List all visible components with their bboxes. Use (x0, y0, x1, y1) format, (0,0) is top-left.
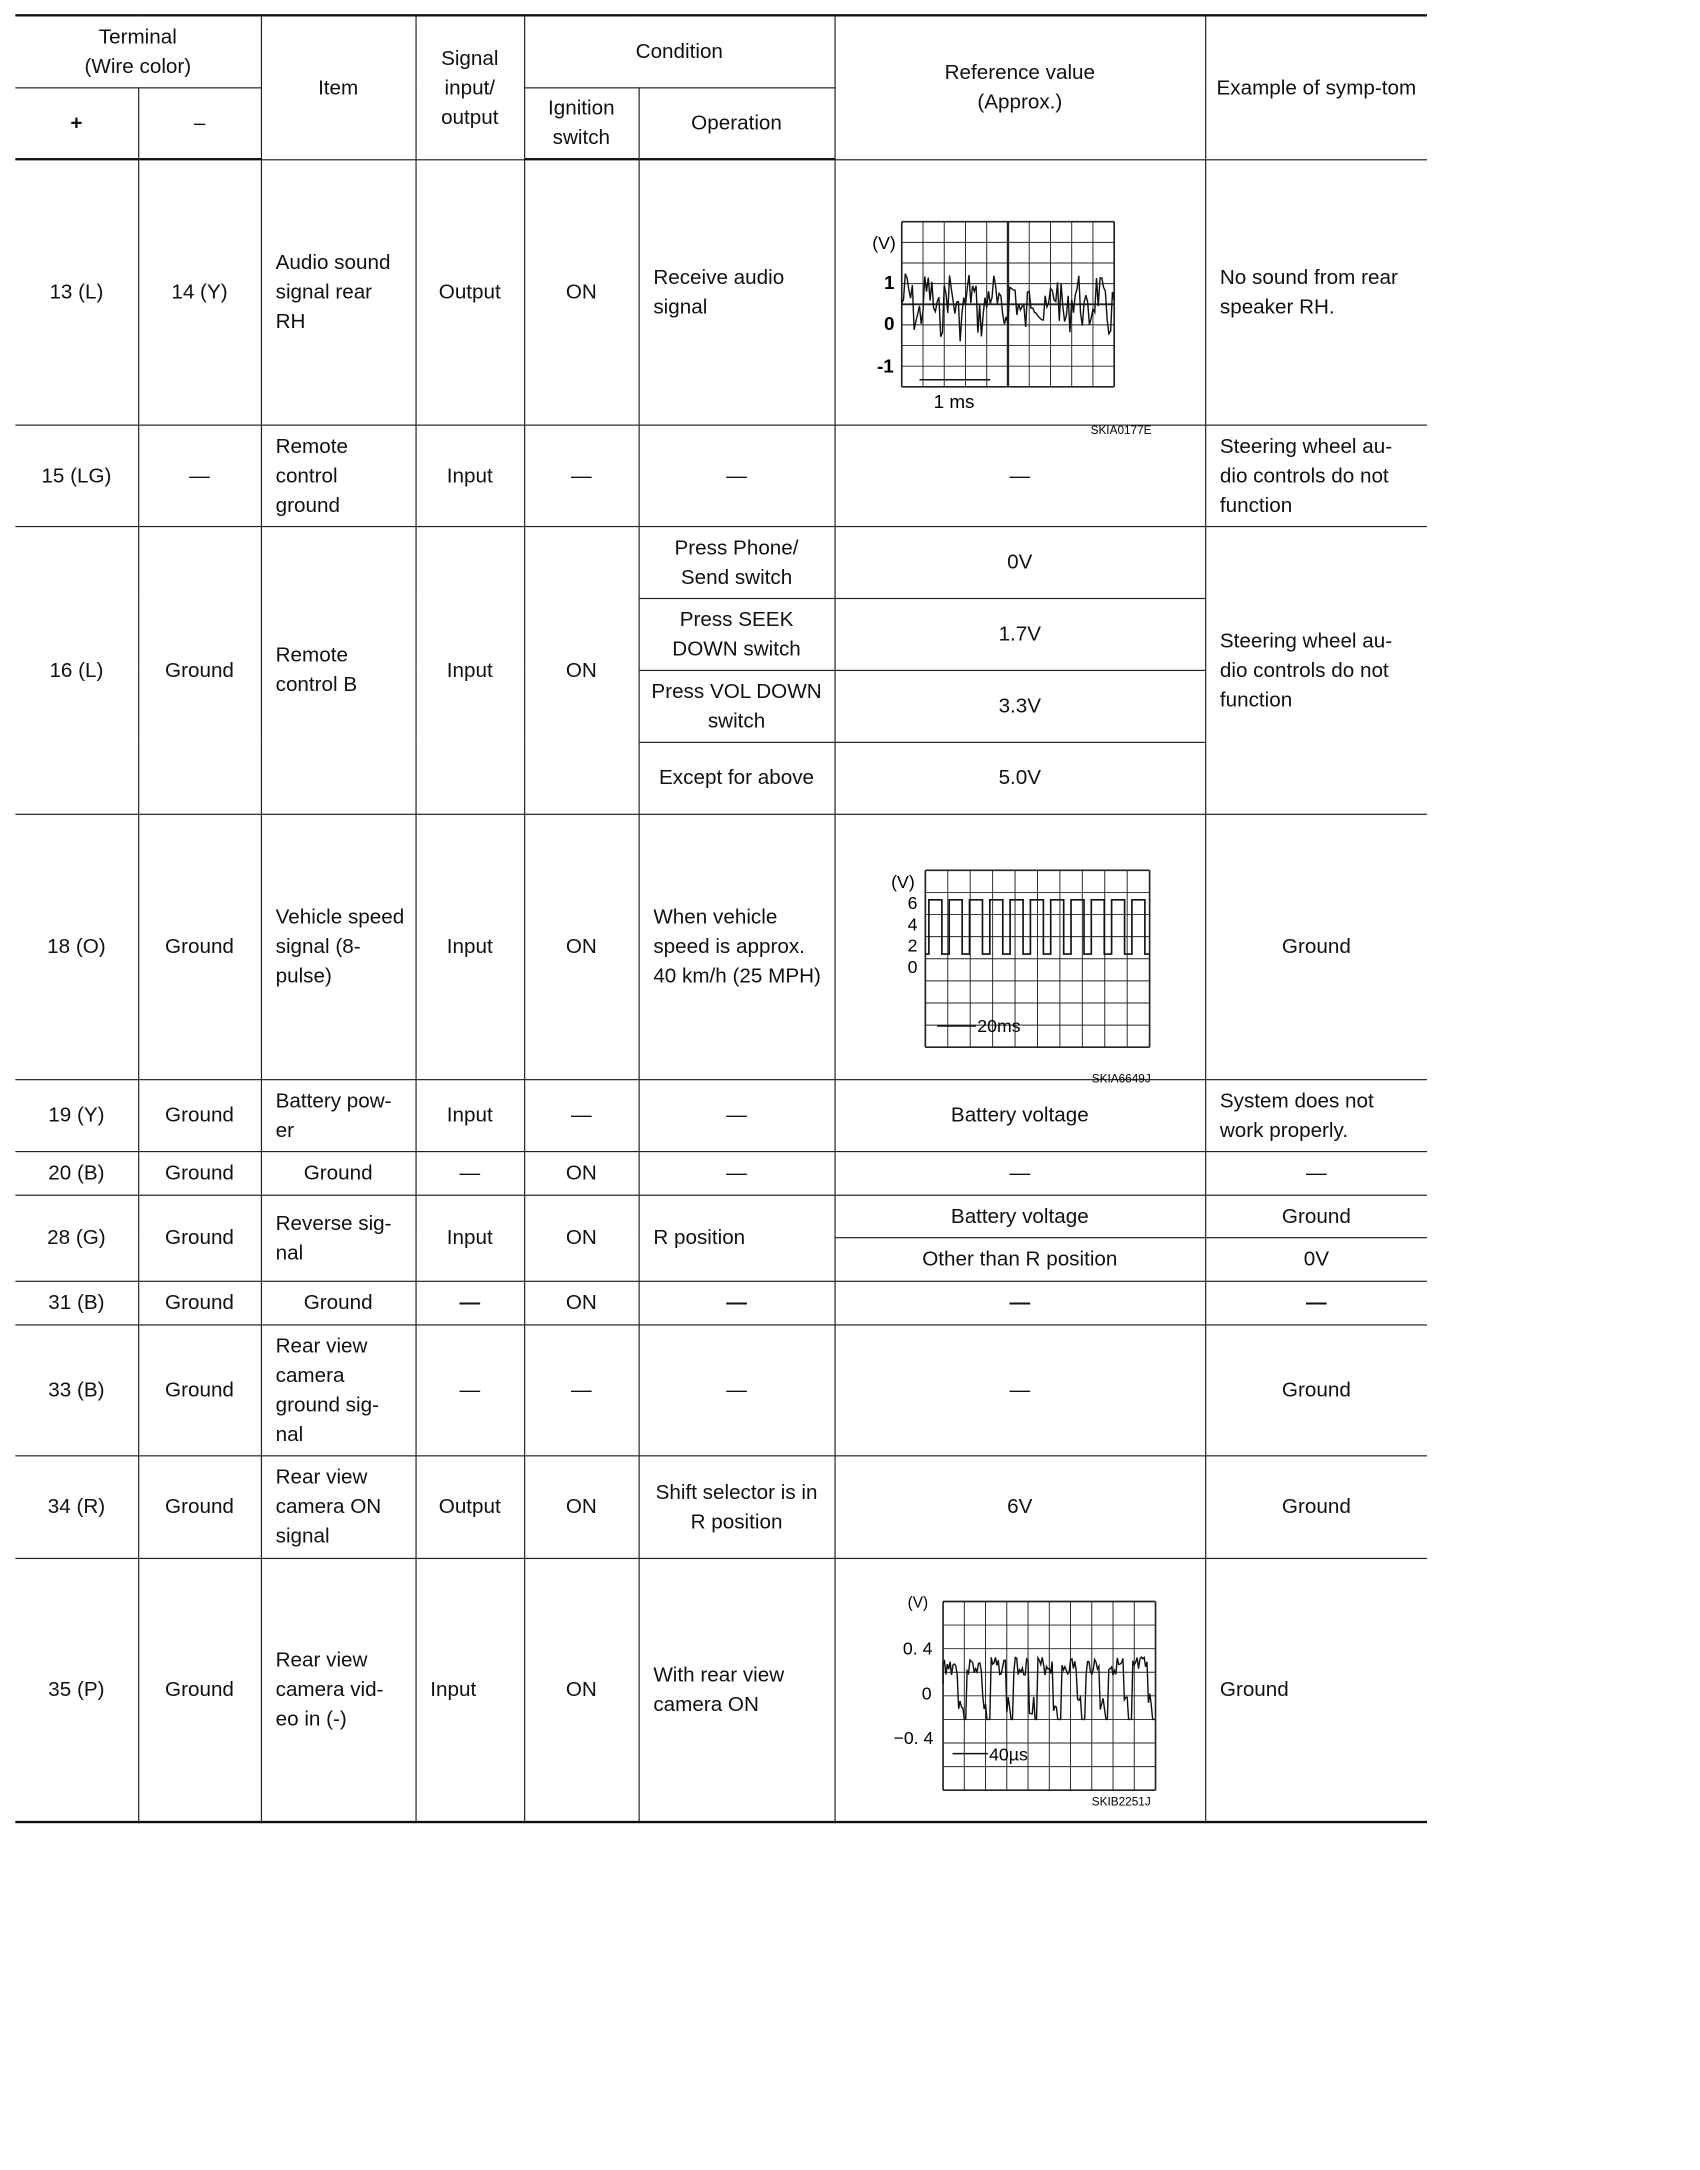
symptom-cell: Ground (1205, 1195, 1427, 1237)
reference-cell: Other than R position (835, 1237, 1206, 1281)
operation-header: Operation (639, 87, 835, 159)
ignition-cell: ON (524, 159, 638, 424)
operation-cell: Except for above (639, 742, 835, 814)
symptom-cell: System does not work properly. (1205, 1079, 1427, 1151)
signal-reference-table (15, 14, 1427, 1823)
operation-cell: Shift selector is in R position (639, 1455, 835, 1558)
reference-cell: — (835, 1151, 1206, 1195)
operation-cell: With rear view camera ON (639, 1558, 835, 1822)
operation-cell: — (639, 1324, 835, 1455)
operation-cell: — (639, 1079, 835, 1151)
scope-time-label: 20ms (977, 1015, 1021, 1036)
example-header: Example of symp-tom (1205, 15, 1427, 159)
ignition-cell: — (524, 1324, 638, 1455)
reference-cell: Battery voltage (835, 1079, 1206, 1151)
symptom-cell: Ground (1205, 814, 1427, 1079)
item-cell: Rear view camera ON signal (261, 1455, 416, 1558)
video-waveform (849, 1572, 1191, 1808)
minus-header: – (138, 87, 261, 159)
scope-y-label: 0. 4 (902, 1638, 933, 1659)
table-row (15, 526, 1427, 598)
symptom-cell: Ground (1205, 1324, 1427, 1455)
terminal-minus: Ground (138, 814, 261, 1079)
signal-cell: Input (415, 526, 524, 814)
reference-cell: 0V (835, 526, 1206, 598)
scope-y-label: 4 (907, 913, 918, 934)
scope-unit: (V) (872, 232, 896, 253)
reference-header: Reference value (Approx.) (835, 15, 1206, 159)
signal-cell: Input (415, 425, 524, 526)
scope-y-label: 0 (884, 312, 895, 334)
symptom-cell: Steering wheel au-dio controls do not function (1205, 425, 1427, 526)
signal-cell: — (415, 1281, 524, 1325)
speed-waveform (849, 840, 1191, 1086)
operation-cell: R position (639, 1195, 835, 1281)
audio-waveform-cell (835, 159, 1206, 437)
terminal-plus: 35 (P) (15, 1558, 138, 1822)
terminal-minus: — (138, 425, 261, 526)
terminal-minus: Ground (138, 1151, 261, 1195)
reference-cell: — (835, 1324, 1206, 1455)
signal-cell: Input (415, 1558, 524, 1822)
symptom-cell: 0V (1205, 1237, 1427, 1281)
table-row (15, 425, 1427, 526)
symptom-cell: Ground (1205, 1455, 1427, 1558)
signal-cell: — (415, 1324, 524, 1455)
signal-header: Signal input/ output (415, 15, 524, 159)
reference-cell: 5.0V (835, 742, 1206, 814)
scope-y-label: 1 (884, 271, 895, 293)
operation-cell: — (639, 1281, 835, 1325)
terminal-plus: 33 (B) (15, 1324, 138, 1455)
terminal-minus: Ground (138, 1281, 261, 1325)
item-cell: Audio sound signal rear RH (261, 159, 416, 424)
item-cell: Remote control B (261, 526, 416, 814)
scope-time-label: 40µs (989, 1744, 1028, 1765)
symptom-cell: Steering wheel au-dio controls do not function (1205, 526, 1427, 814)
reference-cell: 3.3V (835, 670, 1206, 742)
reference-cell: Battery voltage (835, 1195, 1206, 1237)
operation-cell: Press SEEK DOWN switch (639, 598, 835, 670)
item-cell: Battery pow-er (261, 1079, 416, 1151)
table-row (15, 1195, 1427, 1237)
reference-cell: — (835, 425, 1206, 526)
terminal-plus: 18 (O) (15, 814, 138, 1079)
scope-y-label: 0 (921, 1683, 932, 1704)
item-cell: Remote control ground (261, 425, 416, 526)
operation-cell: Receive audio signal (639, 159, 835, 424)
terminal-minus: Ground (138, 1079, 261, 1151)
terminal-plus: 16 (L) (15, 526, 138, 814)
scope-y-label: 0 (907, 956, 918, 977)
ignition-cell: ON (524, 526, 638, 814)
signal-cell: — (415, 1151, 524, 1195)
terminal-plus: 34 (R) (15, 1455, 138, 1558)
item-cell: Reverse sig-nal (261, 1195, 416, 1281)
signal-cell: Input (415, 1079, 524, 1151)
table-row (15, 159, 1427, 424)
ignition-cell: ON (524, 1151, 638, 1195)
condition-header: Condition (524, 15, 834, 87)
symptom-cell: — (1205, 1151, 1427, 1195)
terminal-minus: Ground (138, 1324, 261, 1455)
terminal-header: Terminal (Wire color) (15, 15, 261, 87)
signal-cell: Output (415, 1455, 524, 1558)
terminal-minus: 14 (Y) (138, 159, 261, 424)
terminal-plus: 31 (B) (15, 1281, 138, 1325)
symptom-cell: No sound from rear speaker RH. (1205, 159, 1427, 424)
plus-header: + (15, 87, 138, 159)
table-row (15, 1558, 1427, 1822)
terminal-minus: Ground (138, 1455, 261, 1558)
scope-y-label: -1 (876, 355, 894, 377)
symptom-cell: Ground (1205, 1558, 1427, 1822)
reference-cell: 6V (835, 1455, 1206, 1558)
item-header: Item (261, 15, 416, 159)
ignition-cell: ON (524, 1558, 638, 1822)
ignition-cell: ON (524, 1281, 638, 1325)
figure-code: SKIA0177E (1090, 423, 1152, 437)
terminal-minus: Ground (138, 1558, 261, 1822)
terminal-plus: 20 (B) (15, 1151, 138, 1195)
table-row (15, 1455, 1427, 1558)
scope-y-label: 2 (907, 935, 918, 956)
operation-cell: Press Phone/ Send switch (639, 526, 835, 598)
signal-cell: Input (415, 1195, 524, 1281)
speed-waveform-cell (835, 814, 1206, 1086)
scope-y-label: −0. 4 (893, 1727, 934, 1748)
scope-unit: (V) (891, 871, 915, 892)
audio-waveform (849, 186, 1191, 437)
scope-y-label: 6 (907, 892, 918, 913)
signal-cell: Output (415, 159, 524, 424)
item-cell: Ground (261, 1151, 416, 1195)
table-row (15, 1324, 1427, 1455)
terminal-plus: 19 (Y) (15, 1079, 138, 1151)
operation-cell: Press VOL DOWN switch (639, 670, 835, 742)
ignition-cell: ON (524, 814, 638, 1079)
figure-code: SKIB2251J (1091, 1795, 1151, 1809)
table-row (15, 814, 1427, 1079)
signal-cell: Input (415, 814, 524, 1079)
scope-unit: (V) (907, 1594, 929, 1612)
operation-cell: — (639, 1151, 835, 1195)
reference-cell: — (835, 1281, 1206, 1325)
terminal-plus: 13 (L) (15, 159, 138, 424)
table-row (15, 1151, 1427, 1195)
ignition-cell: ON (524, 1455, 638, 1558)
terminal-minus: Ground (138, 1195, 261, 1281)
terminal-plus: 28 (G) (15, 1195, 138, 1281)
item-cell: Rear view camera vid-eo in (-) (261, 1558, 416, 1822)
scope-time-label: 1 ms (933, 390, 975, 412)
ignition-cell: — (524, 1079, 638, 1151)
video-waveform-cell (835, 1558, 1206, 1822)
operation-cell: When vehicle speed is approx. 40 km/h (25 MPH) (639, 814, 835, 1079)
ignition-header: Ignition switch (524, 87, 638, 159)
terminal-plus: 15 (LG) (15, 425, 138, 526)
reference-cell: 1.7V (835, 598, 1206, 670)
ignition-cell: — (524, 425, 638, 526)
item-cell: Rear view camera ground sig-nal (261, 1324, 416, 1455)
operation-cell: — (639, 425, 835, 526)
item-cell: Ground (261, 1281, 416, 1325)
table-row (15, 1079, 1427, 1151)
figure-code: SKIA6649J (1091, 1072, 1151, 1086)
ignition-cell: ON (524, 1195, 638, 1281)
symptom-cell: — (1205, 1281, 1427, 1325)
table-row (15, 1281, 1427, 1325)
item-cell: Vehicle speed signal (8-pulse) (261, 814, 416, 1079)
terminal-minus: Ground (138, 526, 261, 814)
